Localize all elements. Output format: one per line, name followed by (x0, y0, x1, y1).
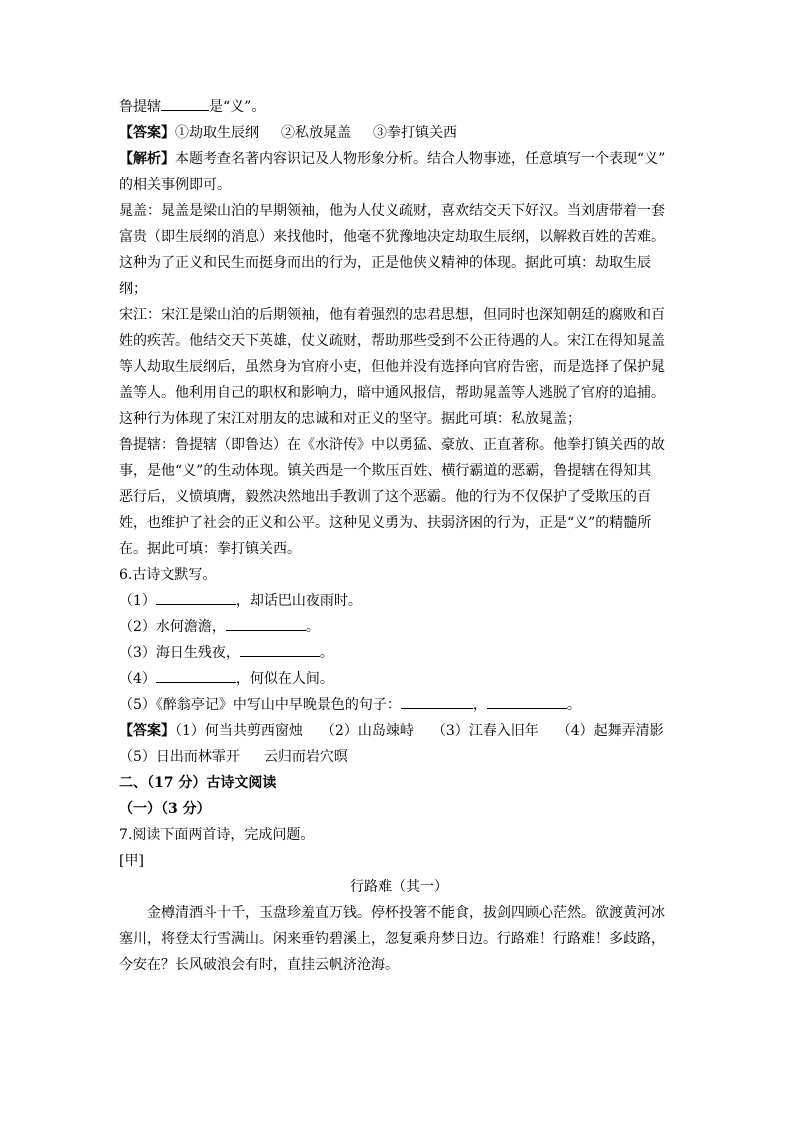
section-heading: 二、（17 分）古诗文阅读 (119, 775, 277, 791)
subsection-heading: （一）（3 分） (119, 801, 211, 817)
fill-blank (240, 641, 320, 657)
analysis-line: 事，是他“义”的生动体现。镇关西是一个欺压百姓、横行霸道的恶霸，鲁提辖在得知其 (119, 463, 652, 479)
item-num: （4） (119, 671, 156, 687)
poem-title: 行路难（其一） (350, 879, 448, 895)
answer-item: （1）何当共剪西窗烛 (175, 723, 303, 739)
answer-item: （4）起舞弄清影 (556, 723, 664, 739)
fill-blank (156, 667, 236, 683)
poem-line: 金樽清酒斗十千，玉盘珍羞直万钱。停杯投箸不能食，拔剑四顾心茫然。欲渡黄河冰 (147, 905, 665, 921)
answer-item: 云归而岩穴暝 (263, 749, 348, 765)
item-text: ， (472, 697, 487, 713)
fill-blank (401, 693, 473, 709)
q5-answer-1: ①劫取生辰纲 (175, 125, 259, 141)
item-text: 海日生残夜， (155, 645, 240, 661)
item-text: ，何似在人间。 (235, 671, 334, 687)
analysis-line: 姓的疾苦。他结交天下英雄，仗义疏财，帮助那些受到不公正待遇的人。宋江在得知晁盖 (119, 333, 665, 349)
item-text: 。 (319, 645, 334, 661)
answer-item: （5）日出而林霏开 (119, 749, 240, 765)
q7-prompt: 7.阅读下面两首诗，完成问题。 (119, 827, 315, 843)
fill-blank (487, 693, 567, 709)
fill-blank (226, 615, 306, 631)
answer-item: （3）江春入旧年 (431, 723, 539, 739)
fill-blank (156, 589, 236, 605)
q5-blank (161, 95, 209, 111)
analysis-line: 姓，也维护了社会的正义和公平。这种见义勇为、扶弱济困的行为，正是“义”的精髓所 (119, 515, 652, 531)
analysis-line: 晁盖：晁盖是梁山泊的早期领袖，他为人仗义疏财，喜欢结交天下好汉。当刘唐带着一套 (119, 203, 665, 219)
q5-tail-line (119, 94, 679, 120)
q5-tail-pre: 鲁提辖 (119, 99, 161, 115)
q6-answer-line-2 (119, 744, 679, 770)
analysis-line: 宋江：宋江是梁山泊的后期领袖，他有着强烈的忠君思想，但同时也深知朝廷的腐败和百 (119, 307, 665, 323)
q5-answer-3: ③拳打镇关西 (373, 125, 457, 141)
document-page (119, 94, 679, 978)
poem-label: [甲] (119, 853, 144, 869)
q5-answer-line (119, 120, 679, 146)
q5-tail-post: 是“义”。 (209, 99, 266, 115)
analysis-line: 富贵（即生辰纲的消息）来找他时，他毫不犹豫地决定劫取生辰纲，以解救百姓的苦难。 (119, 229, 665, 245)
answer-tag: 【答案】 (119, 125, 175, 141)
item-text: 。 (305, 619, 320, 635)
q6-item-5 (119, 692, 679, 718)
item-text: 水何澹澹， (155, 619, 226, 635)
q6-answer-line-1 (119, 718, 679, 744)
item-num: （2） (119, 619, 156, 635)
analysis-line: 这种为了正义和民生而挺身而出的行为，正是他侠义精神的体现。据此可填：劫取生辰 (119, 255, 651, 271)
item-num: （3） (119, 645, 156, 661)
q6-item-1 (119, 588, 679, 614)
analysis-line: 恶行后，义愤填膺，毅然决然地出手教训了这个恶霸。他的行为不仅保护了受欺压的百 (119, 489, 651, 505)
item-text: 。 (566, 697, 581, 713)
answer-tag: 【答案】 (119, 723, 175, 739)
analysis-text: 本题考查名著内容识记及人物形象分析。结合人物事迹，任意填写一个表现“义” (175, 151, 666, 167)
q6-item-3 (119, 640, 679, 666)
analysis-line: 鲁提辖：鲁提辖（即鲁达）在《水浒传》中以勇猛、豪放、正直著称。他拳打镇关西的故 (119, 437, 665, 453)
analysis-line: 在。据此可填：拳打镇关西。 (119, 541, 301, 557)
q5-answer-2: ②私放晁盖 (281, 125, 351, 141)
analysis-line: 等人劫取生辰纲后，虽然身为官府小吏，但他并没有选择向官府告密，而是选择了保护晁 (119, 359, 665, 375)
answer-item: （2）山岛竦峙 (320, 723, 414, 739)
analysis-line: 的相关事例即可。 (119, 177, 231, 193)
poem-line: 今安在？长风破浪会有时，直挂云帆济沧海。 (119, 957, 399, 973)
analysis-line: 盖等人。他利用自己的职权和影响力，暗中通风报信，帮助晁盖等人逃脱了官府的追捕。 (119, 385, 665, 401)
analysis-tag: 【解析】 (119, 151, 175, 167)
item-num: （1） (119, 593, 156, 609)
analysis-line: 这种行为体现了宋江对朋友的忠诚和对正义的坚守。据此可填：私放晁盖； (119, 411, 581, 427)
item-num: （5） (119, 697, 156, 713)
q6-title: 6.古诗文默写。 (119, 567, 217, 583)
item-text: ，却话巴山夜雨时。 (235, 593, 362, 609)
q5-analysis-line-1 (119, 146, 679, 172)
q6-item-2 (119, 614, 679, 640)
poem-line: 塞川，将登太行雪满山。闲来垂钓碧溪上，忽复乘舟梦日边。行路难！行路难！多歧路， (119, 931, 665, 947)
analysis-line: 纲； (119, 281, 147, 297)
item-text: 《醉翁亭记》中写山中早晚景色的句子： (155, 697, 401, 713)
q6-item-4 (119, 666, 679, 692)
